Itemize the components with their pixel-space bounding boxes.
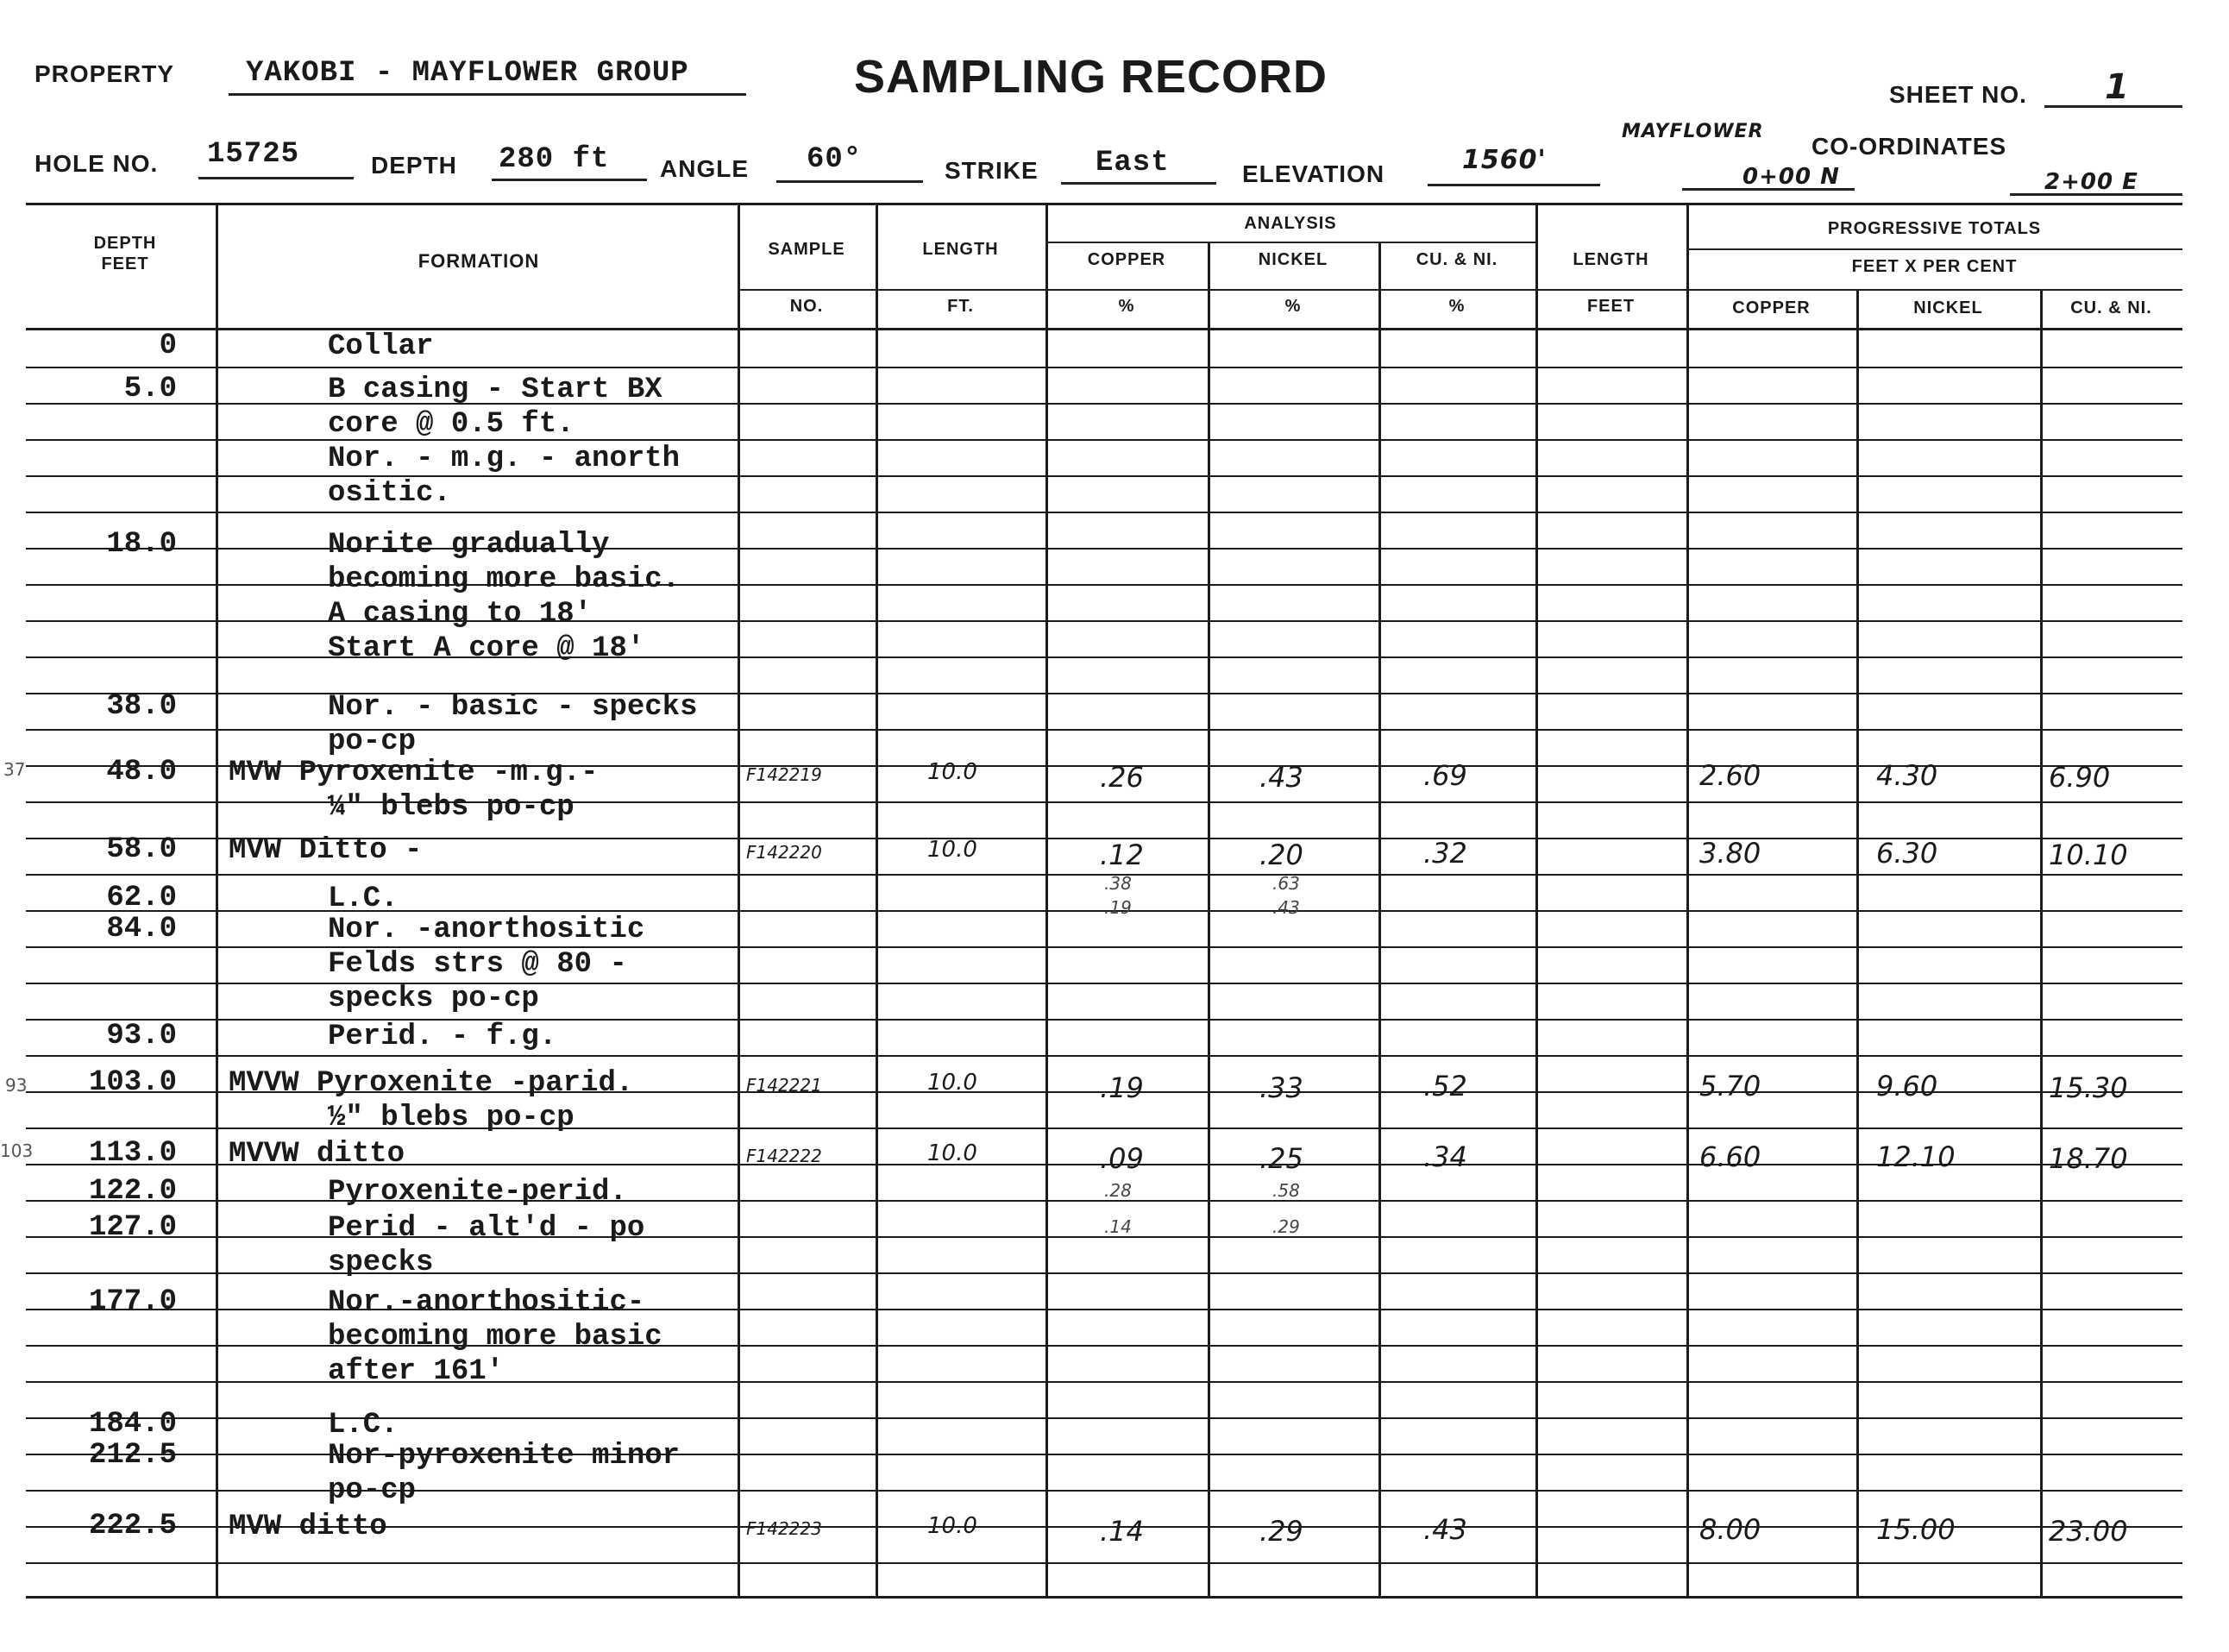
margin-note: 93 [5, 1075, 28, 1096]
nickel-value: .33 [1259, 1071, 1303, 1104]
length-value: 10.0 [927, 759, 977, 785]
prog-sub-rule-2 [1686, 289, 2182, 291]
prog-cuni-value: 10.10 [2049, 839, 2128, 871]
depth-value: 280 ft [499, 143, 610, 176]
col-formation: FORMATION [418, 250, 540, 272]
formation-line: A casing to 18' [328, 598, 593, 631]
formation-line: becoming more basic [328, 1321, 662, 1354]
prog-nickel-value: 15.00 [1876, 1513, 1956, 1546]
formation-line: Collar [328, 330, 434, 363]
depth-cell: 93.0 [106, 1020, 177, 1052]
length-value: 10.0 [927, 837, 977, 863]
copper-value: .19 [1100, 1071, 1144, 1104]
col-cuni: CU. & NI. [1416, 250, 1498, 269]
copper-value: .09 [1100, 1142, 1144, 1175]
formation-line: Perid - alt'd - po [328, 1212, 645, 1245]
col-rule-formation [738, 203, 740, 1596]
depth-cell: 58.0 [106, 833, 177, 866]
col-sample: SAMPLE [768, 240, 845, 259]
formation-line: core @ 0.5 ft. [328, 408, 575, 441]
nickel-note: .63 [1272, 873, 1300, 894]
formation-line: after 161' [328, 1355, 505, 1388]
prog-cuni-value: 6.90 [2049, 761, 2111, 794]
sheet-underline [2044, 105, 2182, 108]
sample-no: F142223 [746, 1518, 822, 1539]
formation-line: MVW Ditto - [229, 834, 423, 867]
copper-note: .38 [1104, 873, 1132, 894]
col-nickel: NICKEL [1258, 250, 1328, 269]
sample-no: F142220 [746, 842, 822, 863]
depth-cell: 18.0 [106, 528, 177, 561]
depth-cell: 62.0 [106, 882, 177, 914]
copper-value: .12 [1100, 839, 1144, 871]
coord-north: 0+00 N [1742, 164, 1840, 190]
copper-value: .26 [1100, 761, 1144, 794]
depth-cell: 5.0 [123, 373, 177, 405]
col-pcuni: CU. & NI. [2070, 298, 2152, 317]
elevation-value: 1560' [1462, 145, 1547, 175]
coord-east: 2+00 E [2044, 169, 2138, 195]
formation-line: ¼" blebs po-cp [328, 791, 575, 824]
copper-note: .19 [1104, 897, 1132, 918]
formation-line: Nor.-anorthositic- [328, 1286, 645, 1319]
cuni-value: .69 [1423, 759, 1467, 792]
copper-note: .28 [1104, 1180, 1132, 1201]
row-rule [26, 1562, 2182, 1564]
length-value: 10.0 [927, 1070, 977, 1096]
elevation-label: ELEVATION [1242, 160, 1385, 187]
col-depth: DEPTH FEET [93, 234, 157, 273]
elevation-underline [1428, 184, 1600, 186]
prog-sub-rule-1 [1686, 248, 2182, 250]
formation-line: Nor. - basic - specks [328, 691, 698, 724]
table-bottom-rule [26, 1596, 2182, 1599]
col-rule-pnickel [2040, 289, 2043, 1596]
formation-line: po-cp [328, 1474, 417, 1507]
formation-line: MVW Pyroxenite -m.g.- [229, 757, 599, 789]
formation-line: ositic. [328, 477, 451, 510]
col-rule-length [1045, 203, 1048, 1596]
angle-underline [776, 180, 923, 183]
prog-copper-value: 3.80 [1699, 837, 1761, 870]
prog-copper-value: 2.60 [1699, 759, 1761, 792]
angle-value: 60° [807, 143, 863, 176]
formation-line: Felds strs @ 80 - [328, 948, 627, 981]
prog-nickel-value: 4.30 [1876, 759, 1938, 792]
table-top-rule [26, 203, 2182, 205]
depth-cell: 0 [159, 330, 177, 362]
col-length: LENGTH [922, 240, 999, 259]
col-cuni-sub: % [1448, 297, 1466, 316]
prog-nickel-value: 6.30 [1876, 837, 1938, 870]
strike-label: STRIKE [945, 157, 1039, 184]
nickel-value: .43 [1259, 761, 1303, 794]
col-pcopper: COPPER [1732, 298, 1811, 317]
col-rule-cuni [1535, 203, 1538, 1596]
coord-prefix: MAYFLOWER [1622, 121, 1764, 142]
depth-cell: 48.0 [106, 756, 177, 788]
formation-line: MVVW ditto [229, 1138, 405, 1171]
row-rule [26, 1055, 2182, 1057]
analysis-sub-rule [1045, 242, 1535, 243]
sample-no: F142221 [746, 1075, 822, 1096]
nickel-value: .25 [1259, 1142, 1303, 1175]
depth-cell: 184.0 [88, 1408, 177, 1441]
sheet-label: SHEET NO. [1889, 81, 2027, 108]
col-sample-sub: NO. [789, 297, 824, 316]
hole-value: 15725 [207, 138, 300, 171]
cuni-value: .52 [1423, 1070, 1467, 1102]
prog-nickel-value: 12.10 [1876, 1140, 1956, 1173]
depth-cell: 177.0 [88, 1285, 177, 1318]
col-nickel-sub: % [1284, 297, 1302, 316]
depth-cell: 212.5 [88, 1439, 177, 1472]
nickel-value: .29 [1259, 1515, 1303, 1548]
prog-cuni-value: 15.30 [2049, 1071, 2128, 1104]
margin-note: 37 [3, 759, 26, 780]
strike-value: East [1096, 147, 1170, 179]
formation-line: Nor. -anorthositic [328, 914, 645, 946]
sheet-value: 1 [2105, 67, 2130, 107]
col-length-sub: FT. [947, 297, 974, 316]
copper-note: .14 [1104, 1216, 1132, 1237]
col-rule-length2 [1686, 203, 1689, 1596]
nickel-note: .43 [1272, 897, 1300, 918]
prog-copper-value: 5.70 [1699, 1070, 1761, 1102]
formation-line: Nor. - m.g. - anorth [328, 443, 681, 475]
col-rule-copper [1208, 242, 1210, 1596]
page-title: SAMPLING RECORD [854, 51, 1328, 103]
depth-underline [492, 179, 647, 181]
coord-north-underline [1682, 188, 1855, 191]
row-rule [26, 512, 2182, 513]
property-label: PROPERTY [35, 60, 175, 87]
hole-label: HOLE NO. [35, 150, 159, 177]
angle-label: ANGLE [660, 155, 749, 182]
formation-line: becoming more basic. [328, 563, 681, 596]
depth-cell: 113.0 [88, 1137, 177, 1170]
sample-no: F142222 [746, 1146, 822, 1166]
coord-east-underline [2010, 193, 2182, 196]
property-underline [229, 93, 746, 96]
coord-label: CO-ORDINATES [1811, 133, 2007, 160]
formation-line: Perid. - f.g. [328, 1021, 557, 1053]
col-copper-sub: % [1118, 297, 1135, 316]
cuni-value: .34 [1423, 1140, 1467, 1173]
nickel-note: .58 [1272, 1180, 1300, 1201]
depth-cell: 122.0 [88, 1175, 177, 1208]
formation-line: L.C. [328, 1409, 399, 1442]
formation-line: po-cp [328, 725, 417, 758]
cuni-value: .32 [1423, 837, 1467, 870]
length-value: 10.0 [927, 1513, 977, 1539]
copper-value: .14 [1100, 1515, 1144, 1548]
col-rule-depth [216, 203, 218, 1596]
cuni-value: .43 [1423, 1513, 1467, 1546]
hole-underline [198, 177, 354, 179]
property-value: YAKOBI - MAYFLOWER GROUP [246, 57, 689, 90]
col-pnickel: NICKEL [1913, 298, 1983, 317]
prog-cuni-value: 18.70 [2049, 1142, 2128, 1175]
margin-note: 103 [0, 1140, 34, 1161]
formation-line: L.C. [328, 883, 399, 915]
col-prog: PROGRESSIVE TOTALS [1827, 219, 2042, 238]
sample-no: F142219 [746, 764, 822, 785]
nickel-note: .29 [1272, 1216, 1300, 1237]
formation-line: Norite gradually [328, 529, 610, 562]
depth-cell: 103.0 [88, 1066, 177, 1099]
depth-cell: 127.0 [88, 1211, 177, 1244]
formation-line: MVVW Pyroxenite -parid. [229, 1067, 634, 1100]
depth-cell: 38.0 [106, 690, 177, 723]
col-rule-nickel [1378, 242, 1381, 1596]
formation-line: B casing - Start BX [328, 374, 662, 406]
formation-line: specks po-cp [328, 983, 539, 1015]
col-length2-sub: FEET [1586, 297, 1636, 316]
col-rule-pcopper [1856, 289, 1859, 1596]
col-rule-sample [876, 203, 878, 1596]
col-prog-sub: FEET X PER CENT [1851, 257, 2018, 276]
formation-line: Start A core @ 18' [328, 632, 645, 665]
depth-cell: 84.0 [106, 913, 177, 945]
prog-copper-value: 6.60 [1699, 1140, 1761, 1173]
prog-nickel-value: 9.60 [1876, 1070, 1938, 1102]
formation-line: MVW ditto [229, 1511, 387, 1543]
nickel-value: .20 [1259, 839, 1303, 871]
length-value: 10.0 [927, 1140, 977, 1166]
depth-label: DEPTH [371, 152, 457, 179]
formation-line: specks [328, 1247, 434, 1279]
prog-copper-value: 8.00 [1699, 1513, 1761, 1546]
prog-cuni-value: 23.00 [2049, 1515, 2128, 1548]
col-copper: COPPER [1087, 250, 1166, 269]
row-rule [26, 367, 2182, 368]
formation-line: Nor-pyroxenite minor [328, 1440, 681, 1473]
strike-underline [1061, 182, 1216, 185]
formation-line: ½" blebs po-cp [328, 1102, 575, 1134]
depth-cell: 222.5 [88, 1510, 177, 1542]
header-sub-rule [738, 289, 1686, 291]
col-length2: LENGTH [1573, 250, 1649, 269]
col-analysis: ANALYSIS [1244, 214, 1337, 233]
formation-line: Pyroxenite-perid. [328, 1176, 627, 1209]
